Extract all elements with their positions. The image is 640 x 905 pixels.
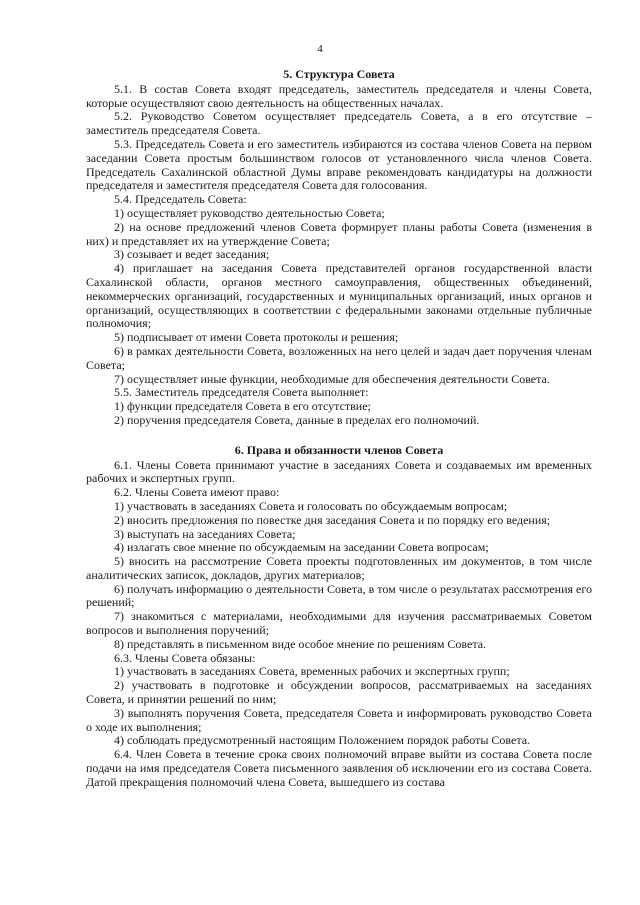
list-item: 1) участвовать в заседаниях Совета, временных рабочих и экспертных групп;	[114, 664, 510, 679]
list-item: 1) функции председателя Совета в его отсутствие;	[114, 399, 371, 414]
list-item: 1) участвовать в заседаниях Совета и голосовать по обсуждаемым вопросам;	[114, 498, 508, 513]
list-item: 5) подписывает от имени Совета протоколы и решения;	[114, 330, 399, 345]
list-item: 3) созывает и ведет заседания;	[114, 247, 270, 262]
list-item: 7) осуществляет иные функции, необходимые для обеспечения деятельности Совета.	[114, 371, 550, 386]
paragraph: 6.3. Члены Совета обязаны:	[114, 650, 256, 665]
page-number: 4	[317, 43, 323, 55]
paragraph: 5.5. Заместитель председателя Совета выполняет:	[114, 385, 369, 400]
list-item: 3) выполнять поручения Совета, председателя Совета и информировать руководство Совета о ходе их выполнения;	[86, 705, 592, 734]
paragraph: 5.4. Председатель Совета:	[114, 192, 247, 207]
section-heading-rights: 6. Права и обязанности членов Совета	[234, 442, 444, 457]
list-item: 2) участвовать в подготовке и обсуждении вопросов, рассматриваемых на заседаниях Совета, и принятии решений по ним;	[86, 678, 592, 707]
list-item: 3) выступать на заседаниях Совета;	[114, 526, 296, 541]
document-body	[86, 68, 592, 790]
list-item: 2) поручения председателя Совета, данные в пределах его полномочий.	[114, 412, 480, 427]
paragraph: 6.2. Члены Совета имеют право:	[114, 485, 280, 500]
section-heading-structure: 5. Структура Совета	[283, 67, 395, 81]
paragraph: 5.2. Руководство Советом осуществляет председатель Совета, а в его отсутствие – заместитель председателя Совета.	[86, 109, 592, 138]
list-item: 5) вносить на рассмотрение Совета проекты подготовленных им документов, в том числе аналитических записок, докладов, других материалов;	[86, 554, 592, 582]
list-item: 2) на основе предложений членов Совета формирует планы работы Совета (изменения в них) и представляет их на утверждение Совета;	[86, 219, 592, 248]
list-item: 6) получать информацию о деятельности Совета, в том числе о результатах рассмотрения его решений;	[86, 581, 592, 610]
list-item: 4) приглашает на заседания Совета представителей органов государственной власти Сахалинской области, органов местного самоуправления, общественных объединений, некоммерческих организаций, государственных и муниципальных организаций, иных органов и организаций, осуществляющих в соответствии с федеральными законами отдельные публичные полномочия;	[86, 261, 592, 331]
list-item: 4) соблюдать предусмотренный настоящим Положением порядок работы Совета.	[114, 733, 531, 748]
list-item: 7) знакомиться с материалами, необходимыми для изучения рассматриваемых Советом вопросов и выполнения поручений;	[86, 609, 592, 638]
paragraph: 6.1. Члены Совета принимают участие в заседаниях Совета и создаваемых им временных рабочих и экспертных групп.	[86, 457, 592, 486]
paragraph: 5.1. В состав Совета входят председатель, заместитель председателя и члены Совета, которые осуществляют свою деятельность на общественных началах.	[86, 81, 592, 110]
list-item: 2) вносить предложения по повестке дня заседания Совета и по порядку его ведения;	[114, 512, 551, 527]
list-item: 4) излагать свое мнение по обсуждаемым на заседании Совета вопросам;	[114, 540, 489, 555]
list-item: 6) в рамках деятельности Совета, возложенных на него целей и задач дает поручения членам Совета;	[86, 343, 592, 372]
list-item: 8) представлять в письменном виде особое мнение по решениям Совета.	[114, 636, 487, 651]
list-item: 1) осуществляет руководство деятельностью Совета;	[114, 205, 385, 220]
paragraph: 5.3. Председатель Совета и его заместитель избираются из состава членов Совета на первом заседании Совета простым большинством голосов от установленного числа членов Совета. Председатель Сахалинской областной Думы вправе рекомендовать кандидатуры на должности председателя и заместителя председателя Совета для голосования.	[86, 136, 592, 193]
paragraph: 6.4. Член Совета в течение срока своих полномочий вправе выйти из состава Совета после подачи на имя председателя Совета письменного заявления об исключении его из состава Совета. Датой прекращения полномочий члена Совета, вышедшего из состава	[86, 747, 592, 789]
